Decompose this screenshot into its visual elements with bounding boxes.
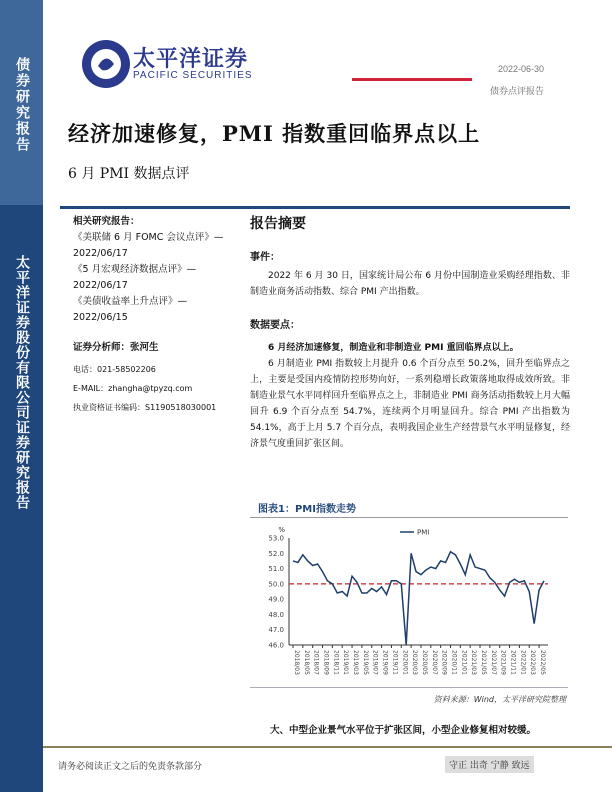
y-tick-label: 48.0 — [268, 610, 284, 619]
summary-heading: 报告摘要 — [250, 216, 306, 232]
x-tick-label: 2020/07 — [430, 650, 438, 675]
figure-title: 图表1：PMI指数走势 — [258, 504, 356, 515]
x-tick-label: 2019/01 — [342, 650, 350, 675]
page-title: 经济加速修复，PMI 指数重回临界点以上 — [68, 121, 481, 146]
x-tick-label: 2019/07 — [371, 650, 379, 675]
y-tick-label: 47.0 — [268, 626, 284, 635]
x-tick-label: 2022/01 — [519, 650, 527, 675]
footer-slogan: 守正 出奇 宁静 致远 — [445, 756, 534, 773]
x-tick-label: 2019/03 — [352, 650, 360, 675]
analyst-email[interactable]: E-MAIL：zhangha@tpyzq.com — [73, 384, 193, 393]
point1-title: 6 月经济加速修复，制造业和非制造业 PMI 重回临界点以上。 — [268, 343, 519, 353]
x-tick-label: 2019/09 — [381, 650, 389, 675]
related-report-date: 2022/06/17 — [73, 280, 128, 291]
related-report-date: 2022/06/15 — [73, 312, 128, 323]
page-subtitle: 6 月 PMI 数据点评 — [68, 166, 190, 182]
related-report-link[interactable]: 《5 月宏观经济数据点评》— — [73, 264, 197, 275]
y-tick-label: 46.0 — [268, 641, 284, 650]
x-tick-label: 2020/01 — [401, 650, 409, 675]
points-heading: 数据要点： — [250, 320, 300, 331]
y-tick-label: 53.0 — [268, 534, 284, 543]
date-underline — [352, 78, 472, 81]
x-tick-label: 2022/03 — [529, 650, 537, 675]
related-report-link[interactable]: 《美联储 6 月 FOMC 会议点评》— — [73, 232, 224, 243]
related-heading: 相关研究报告： — [73, 216, 140, 227]
report-date: 2022-06-30 — [497, 64, 544, 74]
x-tick-label: 2021/01 — [460, 650, 468, 675]
analyst-phone: 电话：021-58502206 — [73, 365, 156, 374]
x-tick-label: 2019/05 — [361, 650, 369, 675]
x-tick-label: 2022/05 — [539, 650, 547, 675]
sidebar-company-label: 太平洋证券股份有限公司证券研究报告 — [14, 255, 30, 510]
x-tick-label: 2021/11 — [509, 650, 517, 675]
logo-text-en: PACIFIC SECURITIES — [133, 70, 253, 81]
related-report-date: 2022/06/17 — [73, 248, 128, 259]
y-axis-label: % — [278, 526, 285, 534]
report-type: 债券点评报告 — [489, 87, 544, 97]
related-report-link[interactable]: 《美债收益率上升点评》— — [73, 296, 188, 307]
x-tick-label: 2018/11 — [332, 650, 340, 675]
y-tick-label: 50.0 — [268, 580, 284, 589]
x-tick-label: 2019/11 — [391, 650, 399, 675]
figure-bottom-rule — [250, 687, 568, 688]
x-tick-label: 2021/09 — [499, 650, 507, 675]
point2-title: 大、中型企业景气水平位于扩张区间，小型企业修复相对较缓。 — [270, 725, 537, 736]
x-tick-label: 2018/05 — [302, 650, 310, 675]
company-logo-icon — [62, 12, 132, 102]
analyst-name: 证券分析师：张河生 — [73, 342, 159, 353]
y-tick-label: 51.0 — [268, 565, 284, 574]
x-tick-label: 2018/07 — [312, 650, 320, 675]
pmi-series-line — [293, 552, 544, 645]
event-heading: 事件： — [250, 252, 280, 263]
header-divider — [60, 206, 570, 209]
x-tick-label: 2020/09 — [440, 650, 448, 675]
x-tick-label: 2021/03 — [470, 650, 478, 675]
x-tick-label: 2021/05 — [480, 650, 488, 675]
report-summary — [250, 212, 570, 470]
x-tick-label: 2020/11 — [450, 650, 458, 675]
footer-disclaimer: 请务必阅读正文之后的免责条款部分 — [58, 762, 203, 772]
y-tick-label: 52.0 — [268, 549, 284, 558]
sidebar-report-label: 债券研究报告 — [14, 57, 30, 153]
x-tick-label: 2020/03 — [411, 650, 419, 675]
x-tick-label: 2018/09 — [322, 650, 330, 675]
x-tick-label: 2020/05 — [420, 650, 428, 675]
footer-divider — [43, 746, 612, 748]
figure-top-rule — [250, 517, 568, 518]
analyst-license: 执业资格证书编码：S1190518030001 — [73, 403, 217, 412]
legend-label: PMI — [417, 528, 430, 537]
x-tick-label: 2018/03 — [293, 650, 300, 675]
related-reports — [73, 214, 243, 326]
point1-body: 6 月制造业 PMI 指数较上月提升 0.6 个百分点至 50.2%，回升至临界点之上，主要是受国内疫情防控形势向好，一系列稳增长政策落地取得成效所致。非制造业景气水平同样回升至临界点之上，非制造业 PMI 商务活动指数较上月大幅回升 6.9 个百分点至 54.7%，连续两个月明显回升。综合 PMI 产出指数为 54.1%，高于上月 5.7 个百分点，表明我国企业生产经营景气水平明显修复，经济景气度重回扩张区间。 — [250, 359, 570, 449]
analyst-info — [73, 340, 243, 417]
figure-source: 资料来源：Wind，太平洋研究院整理 — [433, 695, 566, 704]
pmi-chart — [252, 520, 568, 685]
x-tick-label: 2021/07 — [489, 650, 497, 675]
logo-text-cn: 太平洋证券 — [133, 47, 249, 72]
event-text: 2022 年 6 月 30 日，国家统计局公布 6 月份中国制造业采购经理指数、非制造业商务活动指数、综合 PMI 产出指数。 — [250, 271, 570, 297]
y-tick-label: 49.0 — [268, 595, 284, 604]
